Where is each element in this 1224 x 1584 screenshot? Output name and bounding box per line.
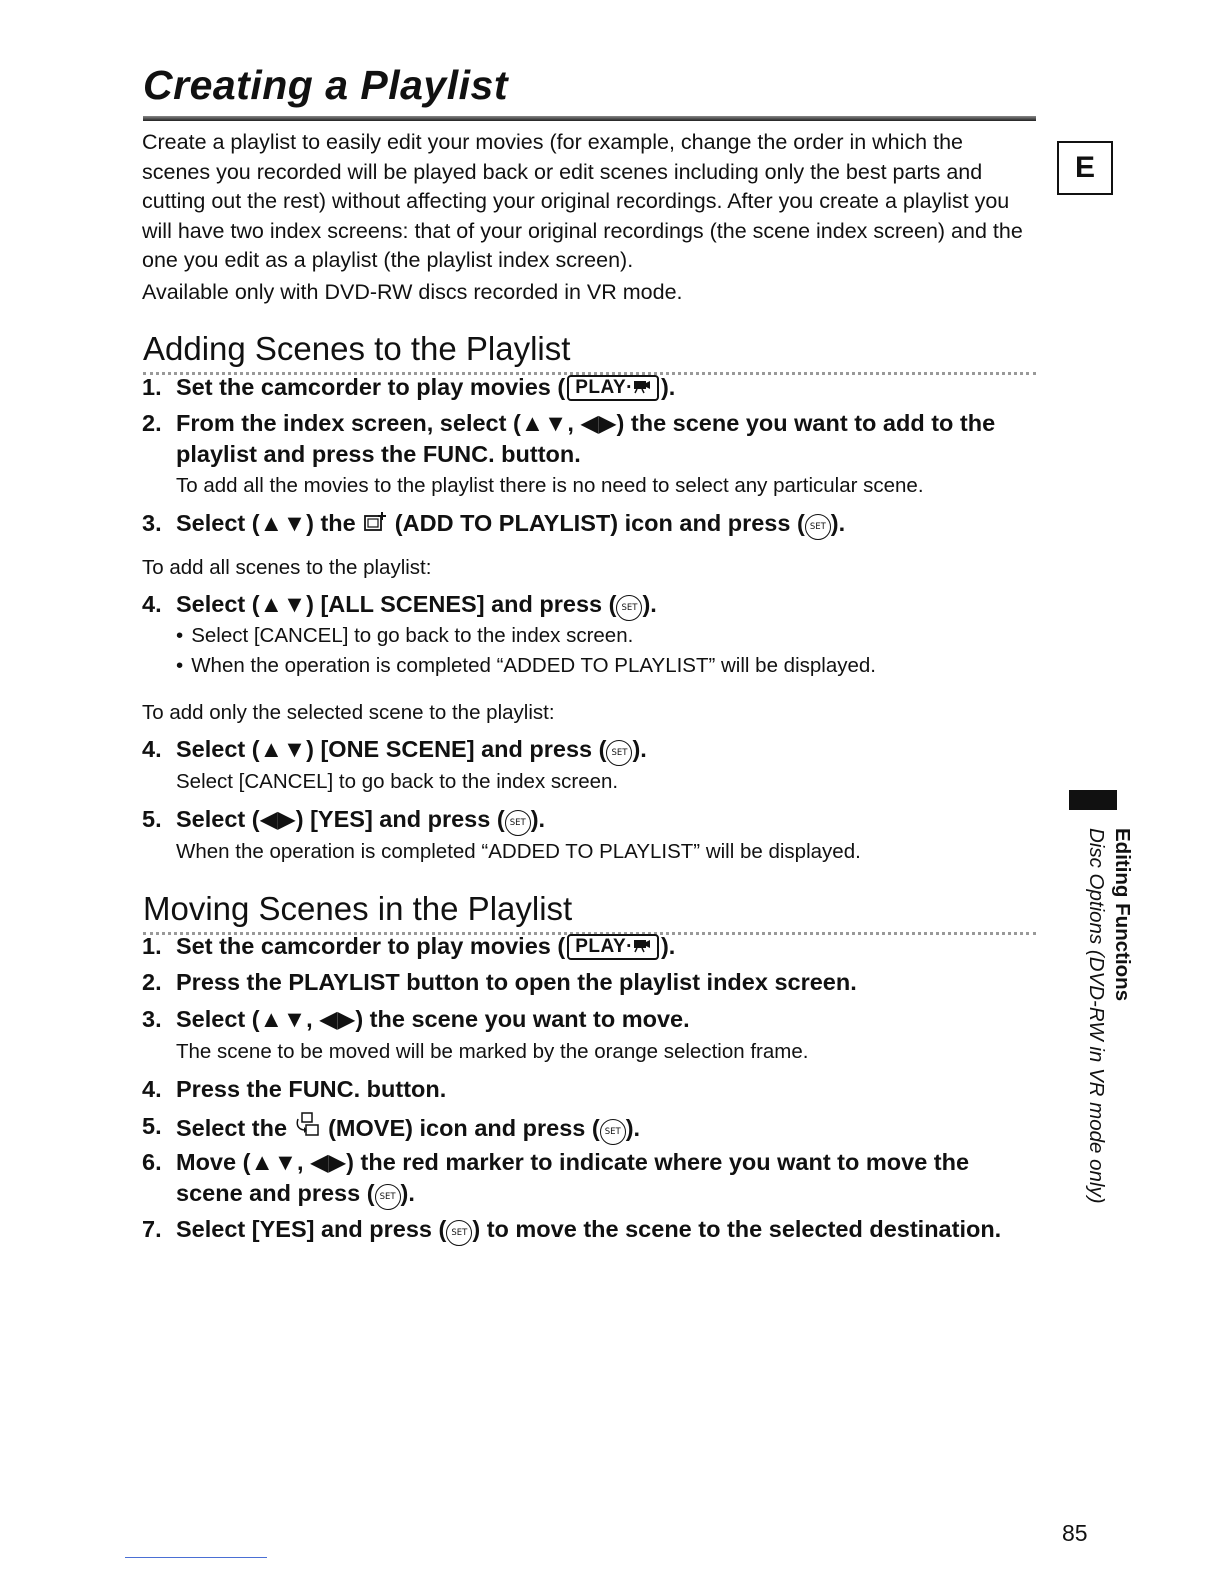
title-rule xyxy=(143,116,1036,121)
section-heading-moving: Moving Scenes in the Playlist xyxy=(143,890,1036,935)
set-button-icon: SET xyxy=(505,810,531,836)
all-scenes-intro: To add all scenes to the playlist: xyxy=(142,556,432,579)
set-button-icon: SET xyxy=(616,595,642,621)
move-icon xyxy=(294,1115,322,1141)
intro-paragraph: Create a playlist to easily edit your movies (for example, change the order in which the scenes you recorded will be played back or edit scenes including only the best parts and cutting out the rest) without affecting your original recordings. After you create a playlist you will have two index screens: that of your original recordings (the scene index screen) and the one you edit as a playlist (the playlist index screen). xyxy=(142,130,1023,273)
left-right-arrows-icon: ◀▶ xyxy=(259,806,296,832)
set-button-icon: SET xyxy=(805,514,831,540)
availability-note: Available only with DVD-RW discs recorded in VR mode. xyxy=(142,280,683,304)
page-number: 85 xyxy=(1062,1520,1088,1546)
page-title: Creating a Playlist xyxy=(143,62,508,108)
set-button-icon: SET xyxy=(375,1184,401,1210)
arrow-keys-icon: ▲▼, ◀▶ xyxy=(250,1149,347,1175)
up-down-arrows-icon: ▲▼ xyxy=(259,591,307,617)
language-tab: E xyxy=(1057,141,1113,195)
moving-step-3-note: The scene to be moved will be marked by the orange selection frame. xyxy=(176,1040,809,1063)
chapter-subtitle: Disc Options (DVD-RW in VR mode only) xyxy=(1085,828,1108,1204)
up-down-arrows-icon: ▲▼ xyxy=(259,736,307,762)
add-to-playlist-icon xyxy=(362,510,388,536)
set-button-icon: SET xyxy=(606,740,632,766)
section-heading-adding: Adding Scenes to the Playlist xyxy=(143,330,1036,375)
footer-rule xyxy=(125,1557,267,1558)
play-movie-mode-icon: PLAY· xyxy=(567,375,659,401)
arrow-keys-icon: ▲▼, ◀▶ xyxy=(520,410,617,436)
arrow-keys-icon: ▲▼, ◀▶ xyxy=(259,1006,356,1032)
set-button-icon: SET xyxy=(446,1220,472,1246)
adding-step-2-note: To add all the movies to the playlist there is no need to select any particular scene. xyxy=(176,474,924,497)
selected-scene-intro: To add only the selected scene to the playlist: xyxy=(142,701,555,724)
chapter-title: Editing Functions xyxy=(1111,828,1134,1002)
chapter-marker-bar xyxy=(1069,790,1117,810)
cancel-bullet: • Select [CANCEL] to go back to the index screen. xyxy=(176,624,633,648)
completed-bullet: • When the operation is completed “ADDED TO PLAYLIST” will be displayed. xyxy=(176,654,876,678)
up-down-arrows-icon: ▲▼ xyxy=(259,510,307,536)
play-movie-mode-icon: PLAY· xyxy=(567,934,659,960)
chapter-side-tab xyxy=(1083,828,1135,1204)
set-button-icon: SET xyxy=(600,1119,626,1145)
adding-step-5-note: When the operation is completed “ADDED TO PLAYLIST” will be displayed. xyxy=(176,840,861,863)
adding-step-4-note: Select [CANCEL] to go back to the index screen. xyxy=(176,770,619,793)
